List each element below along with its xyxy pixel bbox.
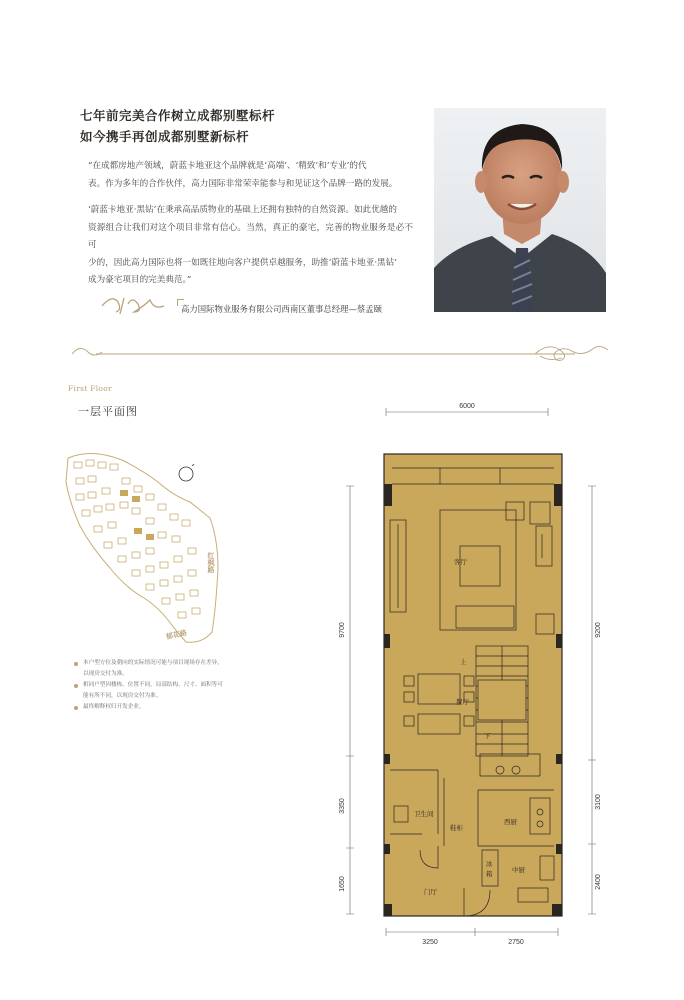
stair-down-label: 下 <box>484 733 491 740</box>
dim-left-low: 1650 <box>339 876 346 892</box>
room-dining: 餐厅 <box>456 699 469 706</box>
room-chinese-kitchen: 中厨 <box>512 867 525 874</box>
dim-top: 6000 <box>459 403 475 410</box>
stair-up-label: 上 <box>460 659 467 666</box>
notes-list <box>74 658 224 713</box>
headline-line-1: 七年前完美合作树立成都别墅标杆 <box>80 108 276 123</box>
floor-label-english: First Floor <box>68 384 112 393</box>
fridge-label-1: 冰 <box>486 861 493 868</box>
note-item: 最终解释权归开发企业。 <box>74 702 224 713</box>
closet-label: 鞋柜 <box>450 825 463 832</box>
fridge-label-2: 箱 <box>486 871 493 878</box>
dim-right-mid: 3100 <box>595 794 602 810</box>
dim-right-upper: 9200 <box>595 622 602 638</box>
dim-left-total: 9700 <box>339 622 346 638</box>
floor-plan <box>330 398 620 958</box>
dim-right-low: 2400 <box>595 874 602 890</box>
site-map <box>62 448 232 648</box>
attribution: 高力国际物业服务有限公司西南区董事总经理—蔡孟颐 <box>181 304 382 314</box>
quote-paragraph-2: ‘蔚蓝卡地亚·黑钻’在秉承高品质物业的基础上还拥有独特的自然资源。如此优越的 资源组合让我们对这个项目非常有信心。当然，真正的豪宅，完善的物业服务是必不可 少的，因此高力国际也将一如既往地向客户提供卓越服务，助推‘蔚蓝卡地亚·黑钻’ 成为豪宅项目的完美典范。” <box>88 205 413 285</box>
dim-left-mid: 3350 <box>339 798 346 814</box>
plan-title: 一层平面图 <box>78 405 138 418</box>
note-item: 相同户型因楼栋、位置不同，局部结构、尺寸、面积等可能有所不同，以现房交付为准。 <box>74 680 224 702</box>
quote-paragraph-1: “在成都房地产领域，蔚蓝卡地亚这个品牌就是‘高端’、‘精致’和‘专业’的代 表。作为多年的合作伙伴，高力国际非常荣幸能参与和见证这个品牌一路的发展。 <box>88 161 398 189</box>
note-item: 本户型方位及朝向的实际情况可能与项目现场存在差异，以现房交付为准。 <box>74 658 224 680</box>
road-label-east: 红枫路 <box>207 552 216 573</box>
room-bath: 卫生间 <box>414 811 434 818</box>
dim-bottom-right: 2750 <box>508 939 524 946</box>
room-western-kitchen: 西厨 <box>504 819 517 826</box>
road-label-south: 郁花路 <box>165 627 188 642</box>
dim-bottom-left: 3250 <box>422 939 438 946</box>
ornamental-divider <box>70 340 610 364</box>
headline-line-2: 如今携手再创成都别墅新标杆 <box>80 129 250 144</box>
room-entrance: 门厅 <box>424 889 437 896</box>
portrait-photo <box>434 108 606 312</box>
headline <box>80 105 275 147</box>
signature <box>98 288 168 318</box>
room-living: 客厅 <box>454 559 467 566</box>
